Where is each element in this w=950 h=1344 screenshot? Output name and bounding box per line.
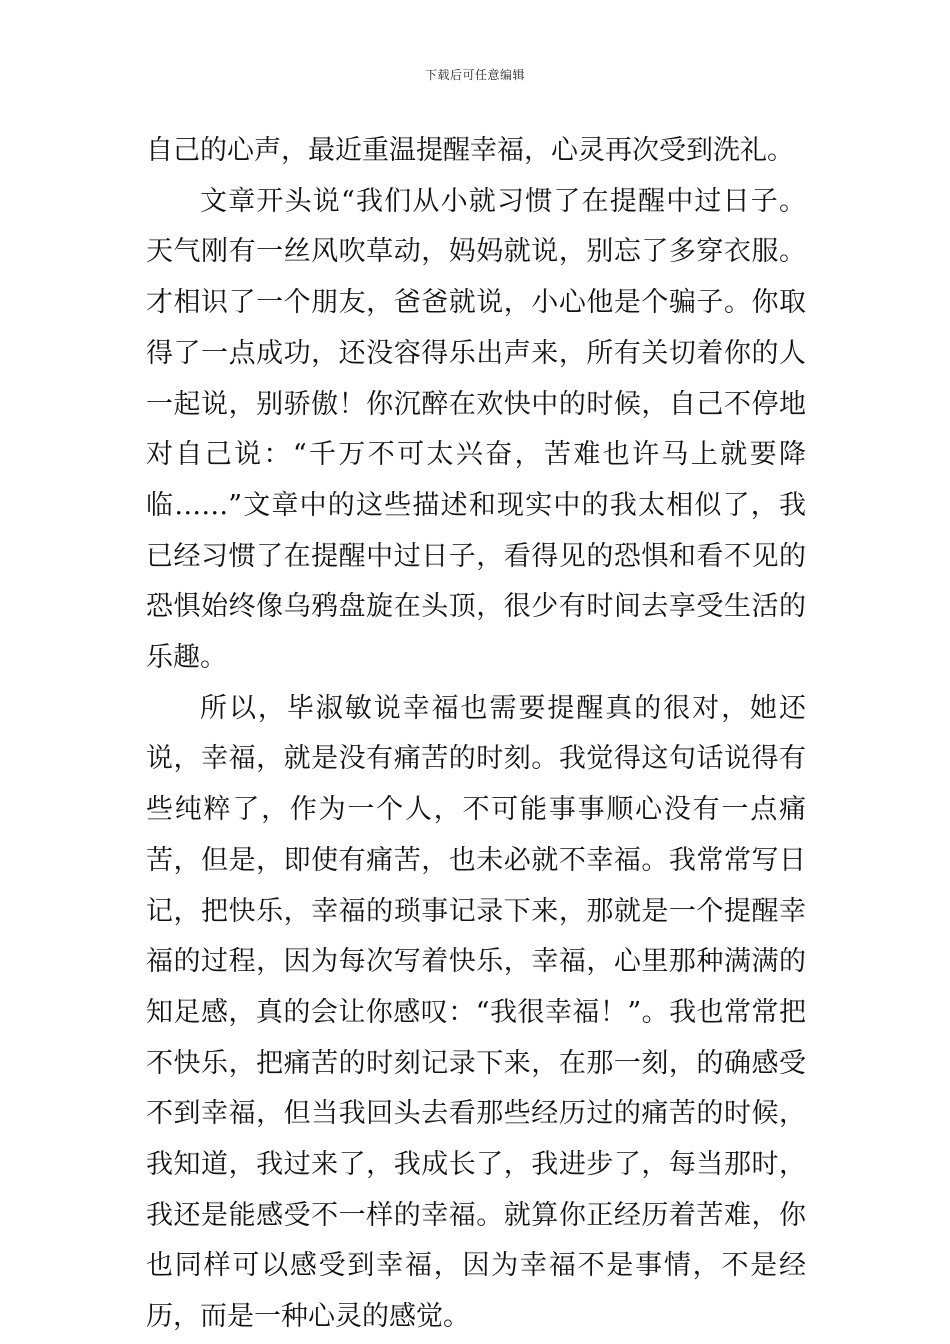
- page-header: 下载后可任意编辑: [424, 68, 525, 82]
- paragraph-2: 文章开头说“我们从小就习惯了在提醒中过日子。天气刚有一丝风吹草动，妈妈就说，别忘了多穿衣服。才相识了一个朋友，爸爸就说，小心他是个骗子。你取得了一点成功，还没容得乐出声来，所有关切着你的人一起说，别骄傲！你沉醉在欢快中的时候，自己不停地对自己说：“千万不可太兴奋，苦难也许马上就要降临……”文章中的这些描述和现实中的我太相似了，我已经习惯了在提醒中过日子，看得见的恐惧和看不见的恐惧始终像乌鸦盘旋在头顶，很少有时间去享受生活的乐趣。: [146, 185, 806, 674]
- paragraph-3: 所以，毕淑敏说幸福也需要提醒真的很对，她还说，幸福，就是没有痛苦的时刻。我觉得这句话说得有些纯粹了，作为一个人，不可能事事顺心没有一点痛苦，但是，即使有痛苦，也未必就不幸福。我常常写日记，把快乐，幸福的琐事记录下来，那就是一个提醒幸福的过程，因为每次写着快乐，幸福，心里那种满满的知足感，真的会让你感叹：“我很幸福！”。我也常常把不快乐，把痛苦的时刻记录下来，在那一刻，的确感受不到幸福，但当我回头去看那些经历过的痛苦的时候，我知道，我过来了，我成长了，我进步了，每当那时，我还是能感受不一样的幸福。就算你正经历着苦难，你也同样可以感受到幸福，因为幸福不是事情，不是经历，而是一种心灵的感觉。: [146, 692, 806, 1333]
- document-body: [146, 126, 806, 1343]
- paragraph-1: 自己的心声，最近重温提醒幸福，心灵再次受到洗礼。: [146, 135, 794, 166]
